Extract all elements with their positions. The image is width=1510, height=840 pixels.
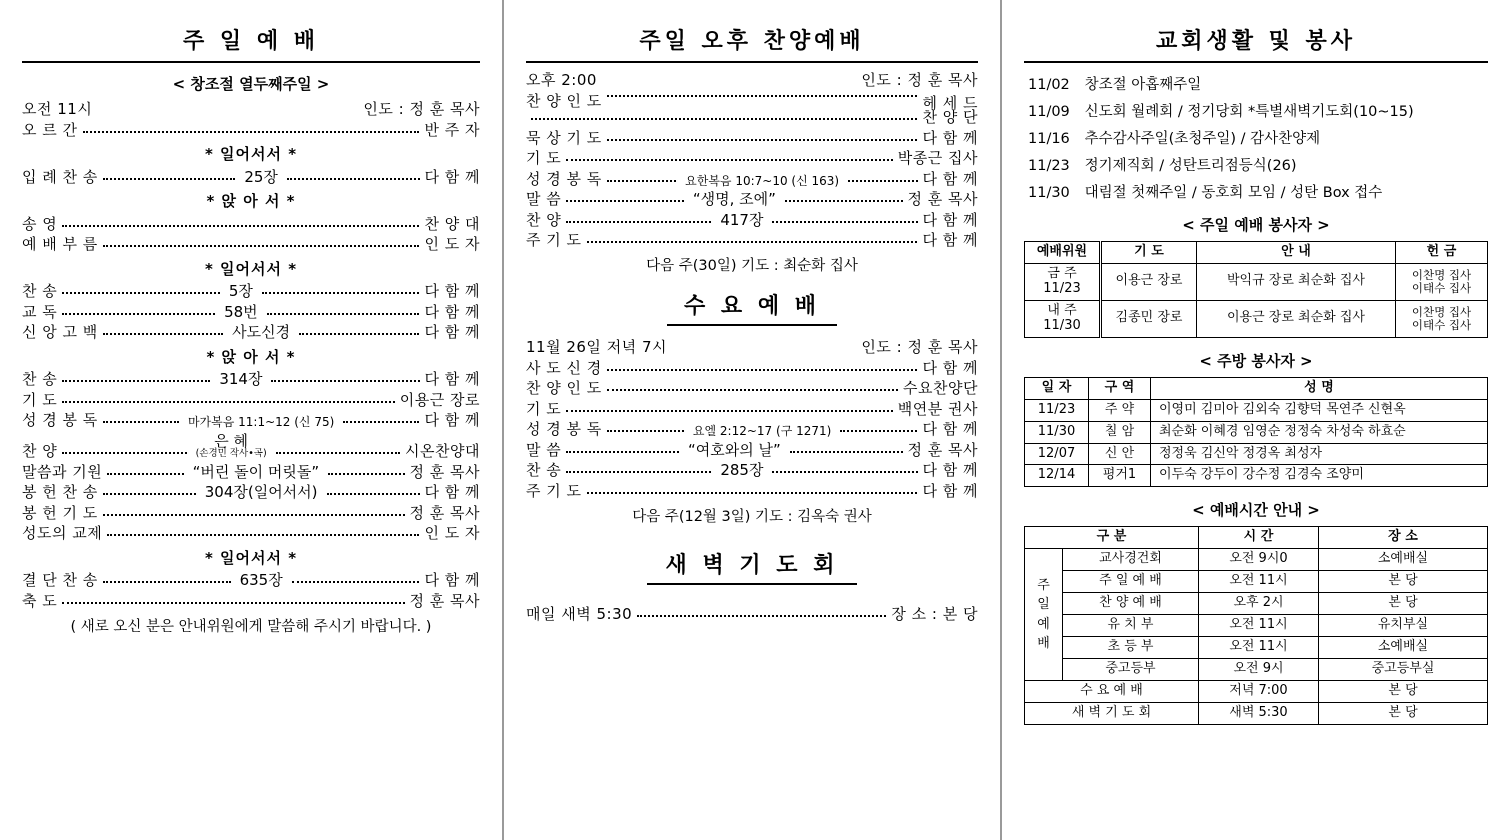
table-row	[1025, 263, 1488, 300]
cell-service-name: 새 벽 기 도 회	[1025, 702, 1199, 724]
order-value: 시온찬양대	[405, 442, 480, 461]
order-value: 다 함 께	[424, 483, 481, 502]
leader-dots	[343, 420, 419, 423]
cell-service-name: 주 일 예 배	[1063, 571, 1199, 593]
order-value: 수요찬양단	[903, 379, 978, 398]
table-header-row	[1025, 377, 1488, 399]
cell-prayer: 김종민 장로	[1101, 300, 1197, 337]
col-header-guide: 안 내	[1197, 242, 1396, 264]
cell-offering: 이찬명 집사 이태수 집사	[1396, 300, 1488, 337]
order-row	[22, 591, 480, 610]
leader-dots	[785, 199, 903, 202]
leader-dots	[107, 472, 183, 475]
dawn-row	[526, 604, 978, 623]
afternoon-next-week-note: 다음 주(30일) 기도 : 최순화 집사	[646, 258, 858, 275]
order-detail-stacked	[192, 431, 271, 460]
list-item	[1028, 154, 1488, 175]
cell-week: 내 주 11/30	[1025, 300, 1101, 337]
table-row	[1025, 443, 1488, 465]
order-row	[526, 481, 978, 500]
leader-dots	[772, 220, 917, 223]
section-title-wednesday: 수 요 예 배	[684, 294, 820, 320]
order-detail: 304장(일어서서)	[204, 483, 318, 502]
leader-dots	[607, 179, 676, 182]
order-row	[22, 390, 480, 409]
order-value: 다 함 께	[424, 411, 480, 429]
table-header-row	[1025, 527, 1488, 549]
cell-service-place: 소예배실	[1319, 549, 1488, 571]
cell-service-place: 유치부실	[1319, 615, 1488, 637]
order-row	[526, 169, 979, 188]
table-row	[1025, 615, 1488, 637]
order-value: 정 훈 목사	[409, 591, 480, 610]
order-detail: 417장	[720, 210, 764, 229]
order-row	[526, 358, 978, 377]
schedule-text: 신도회 월례회 / 정기당회 *특별새벽기도회(10~15)	[1084, 104, 1414, 120]
title-underline	[647, 583, 857, 585]
order-detail: 285장	[720, 461, 764, 480]
order-label: 찬 양 인 도	[526, 91, 602, 110]
schedule-date: 11/16	[1028, 131, 1070, 147]
cell-service-place: 본 당	[1319, 571, 1488, 593]
order-detail: 635장	[239, 571, 283, 590]
order-row	[526, 381, 978, 396]
order-label: 찬 양	[526, 210, 562, 229]
table-row	[1025, 680, 1488, 702]
order-label: 주 기 도	[526, 231, 582, 250]
table-header-row	[1025, 242, 1488, 264]
leader-dots	[107, 533, 419, 536]
order-detail: “생명, 조에”	[692, 190, 776, 209]
section-title-church-life: 교회생활 및 봉사	[1155, 29, 1357, 54]
order-row	[22, 302, 480, 321]
col-header-place: 장 소	[1319, 527, 1488, 549]
order-row	[22, 413, 480, 428]
col-header-zone: 구 역	[1089, 377, 1151, 399]
section-title-afternoon: 주일 오후 찬양예배	[639, 29, 865, 54]
welcome-footnote: ( 새로 오신 분은 안내위원에게 말씀해 주시기 바랍니다. )	[70, 618, 432, 635]
order-row	[22, 462, 481, 481]
leader-dots	[62, 291, 220, 294]
order-value: 정 훈 목사	[409, 503, 480, 522]
order-row	[526, 73, 978, 88]
schedule-text: 대림절 첫째주일 / 동호회 모임 / 성탄 Box 접수	[1084, 185, 1383, 201]
order-row	[526, 399, 978, 418]
order-label: 송 영	[22, 214, 58, 233]
cell-zone: 평거1	[1089, 465, 1151, 487]
cell-service-time: 오전 11시	[1199, 571, 1319, 593]
leader-dots	[672, 349, 856, 350]
leader-dots	[607, 94, 918, 97]
order-row	[22, 284, 480, 299]
order-label: 기 도	[22, 390, 58, 409]
leader-dots	[607, 368, 918, 371]
cell-service-place: 본 당	[1319, 593, 1488, 615]
order-detail: “버린 돌이 머릿돌”	[192, 462, 320, 481]
sit-marker: * 앉 아 서 *	[206, 347, 296, 366]
col-header-committee: 예배위원	[1025, 242, 1101, 264]
order-value: 인 도 자	[424, 235, 480, 253]
order-label: 11월 26일 저녁 7시	[526, 338, 667, 357]
leader-dots	[292, 580, 420, 583]
leader-dots	[607, 388, 898, 391]
order-row	[526, 463, 978, 478]
leader-dots	[566, 409, 893, 412]
order-row	[526, 233, 978, 248]
table-row	[1025, 637, 1488, 659]
order-row	[526, 422, 978, 437]
stand-marker: * 일어서서 *	[204, 259, 298, 278]
order-detail: 58번	[224, 302, 258, 321]
order-label: 봉 헌 찬 송	[22, 483, 98, 502]
order-detail: 사도신경	[232, 323, 291, 341]
order-value: 박종근 집사	[897, 149, 978, 168]
order-value: 인도 : 정 훈 목사	[363, 100, 480, 118]
order-label: 찬 송	[22, 282, 58, 300]
table-row	[1025, 659, 1488, 681]
order-label: 교 독	[22, 302, 58, 321]
list-item	[1028, 127, 1488, 148]
leader-dots	[566, 470, 711, 473]
order-value: 정 훈 목사	[907, 440, 979, 459]
order-value: 다 함 께	[424, 167, 481, 186]
leader-dots	[62, 451, 186, 454]
order-label: 입 례 찬 송	[22, 167, 98, 186]
order-detail: 25장	[244, 167, 278, 186]
order-label: 성 경 봉 독	[526, 169, 602, 188]
cell-zone: 주 약	[1089, 399, 1151, 421]
order-label: 주 기 도	[526, 481, 582, 500]
leader-dots	[103, 492, 196, 495]
cell-service-time: 오전 9시	[1199, 659, 1319, 681]
cell-names: 이두숙 강두이 강수정 김경숙 조양미	[1151, 465, 1488, 487]
order-detail: 요엘 2:12~17 (구 1271)	[692, 424, 832, 439]
cell-service-time: 오전 11시	[1199, 637, 1319, 659]
table-row	[1025, 421, 1488, 443]
order-row	[526, 192, 978, 207]
leader-dots	[327, 492, 420, 495]
cell-service-place: 본 당	[1319, 680, 1488, 702]
order-label: 신 앙 고 백	[22, 323, 98, 341]
leader-dots	[848, 179, 917, 182]
cell-group-sunday-service: 주 일 예 배	[1025, 549, 1063, 681]
order-label: 기 도	[526, 149, 562, 168]
cell-guide: 이용근 장로 최순화 집사	[1197, 300, 1396, 337]
cell-guide: 박익규 장로 최순화 집사	[1197, 263, 1396, 300]
table-row	[1025, 702, 1488, 724]
order-row-choir	[22, 431, 480, 461]
table3-caption: < 예배시간 안내 >	[1192, 501, 1320, 520]
order-value: 다 함 께	[424, 282, 480, 300]
leader-dots	[637, 614, 886, 617]
column-sunday-service	[0, 0, 504, 840]
order-detail: 5장	[228, 282, 253, 300]
order-row	[22, 102, 480, 117]
order-row	[526, 340, 978, 355]
order-label: 성 경 봉 독	[22, 411, 98, 429]
order-row	[22, 237, 480, 252]
order-value: 헤 세 드	[922, 93, 978, 112]
col-header-names: 성 명	[1151, 377, 1488, 399]
leader-dots	[587, 240, 918, 243]
table-row	[1025, 465, 1488, 487]
leader-dots	[276, 451, 400, 454]
order-value: 다 함 께	[424, 302, 480, 321]
schedule-text: 정기제직회 / 성탄트리점등식(26)	[1084, 158, 1297, 174]
order-value: 다 함 께	[922, 231, 978, 250]
list-item	[1028, 100, 1488, 121]
order-label: 말 씀	[526, 440, 562, 459]
leader-dots	[531, 117, 917, 120]
order-label: 성도의 교제	[22, 524, 103, 543]
schedule-date: 11/30	[1028, 185, 1070, 201]
order-value: 찬 양 대	[424, 214, 480, 233]
divider-rule	[526, 61, 978, 63]
leader-dots	[267, 312, 420, 315]
order-detail: 요한복음 10:7~10 (신 163)	[685, 173, 840, 188]
leader-dots	[103, 244, 420, 247]
col-header-division: 구 분	[1025, 527, 1199, 549]
leader-dots	[103, 420, 179, 423]
order-value: 다 함 께	[922, 420, 978, 439]
order-value: 다 함 께	[424, 370, 481, 388]
order-label: 묵 상 기 도	[526, 128, 602, 147]
leader-dots	[287, 177, 420, 180]
anthem-composer: (손경민 작사•곡)	[195, 448, 267, 460]
table-row	[1025, 300, 1488, 337]
order-row	[22, 167, 481, 186]
order-detail: “여호와의 날”	[688, 440, 781, 459]
section-title-dawn: 새 벽 기 도 회	[665, 552, 839, 578]
leader-dots	[566, 158, 893, 161]
order-label: 찬 양	[22, 442, 58, 461]
order-label: 봉 헌 기 도	[22, 503, 98, 522]
cell-service-time: 오전 9시0	[1199, 549, 1319, 571]
service-times-table	[1024, 526, 1488, 724]
order-value: 정 훈 목사	[907, 190, 979, 209]
col-header-offering: 헌 금	[1396, 242, 1488, 264]
order-label: 찬 양 인 도	[526, 379, 602, 398]
kitchen-volunteers-table	[1024, 377, 1488, 488]
order-label: 성 경 봉 독	[526, 420, 602, 439]
cell-date: 11/23	[1025, 399, 1089, 421]
order-row	[22, 503, 480, 522]
cell-names: 정정욱 김신악 정경옥 최성자	[1151, 443, 1488, 465]
leader-dots	[103, 332, 223, 335]
order-row	[526, 210, 979, 229]
leader-dots	[103, 513, 405, 516]
order-label: 오 르 간	[22, 120, 78, 139]
schedule-date: 11/23	[1028, 158, 1070, 174]
order-value: 장 소 : 본 당	[891, 604, 978, 623]
order-label: 오후 2:00	[526, 71, 597, 89]
order-value: 다 함 께	[922, 461, 979, 480]
divider-rule	[22, 61, 480, 63]
leader-dots	[607, 429, 684, 432]
leader-dots	[299, 332, 419, 335]
cell-service-name: 중고등부	[1063, 659, 1199, 681]
cell-zone: 신 안	[1089, 443, 1151, 465]
leader-dots	[607, 138, 918, 141]
order-label: 예 배 부 름	[22, 235, 98, 253]
table2-caption: < 주방 봉사자 >	[1199, 351, 1313, 370]
cell-prayer: 이용근 장로	[1101, 263, 1197, 300]
cell-date: 11/30	[1025, 421, 1089, 443]
order-row	[22, 372, 480, 387]
leader-dots	[566, 450, 679, 453]
order-value: 이용근 장로	[399, 390, 480, 409]
list-item	[1028, 181, 1488, 202]
sunday-volunteers-table	[1024, 241, 1488, 338]
schedule-date: 11/02	[1028, 77, 1070, 93]
cell-zone: 칠 암	[1089, 421, 1151, 443]
leader-dots	[97, 111, 358, 112]
schedule-list	[1028, 73, 1488, 202]
leader-dots	[62, 224, 419, 227]
cell-service-place: 본 당	[1319, 702, 1488, 724]
leader-dots	[790, 450, 903, 453]
order-row	[22, 485, 480, 500]
leader-dots	[103, 580, 231, 583]
cell-service-time: 새벽 5:30	[1199, 702, 1319, 724]
cell-offering: 이찬명 집사 이태수 집사	[1396, 263, 1488, 300]
table-row	[1025, 593, 1488, 615]
order-label: 기 도	[526, 399, 562, 418]
order-row	[526, 128, 978, 147]
order-label: 말씀과 기원	[22, 462, 103, 481]
order-label: 축 도	[22, 591, 58, 610]
cell-service-name: 초 등 부	[1063, 637, 1199, 659]
order-label: 사 도 신 경	[526, 358, 602, 377]
order-value: 다 함 께	[424, 323, 480, 341]
order-value: 다 함 께	[424, 571, 480, 590]
order-value: 인 도 자	[424, 524, 480, 543]
cell-service-time: 오후 2시	[1199, 593, 1319, 615]
order-label: 말 씀	[526, 190, 562, 209]
divider-rule	[1024, 61, 1488, 63]
leader-dots	[328, 472, 404, 475]
leader-dots	[83, 130, 420, 133]
order-value: 다 함 께	[922, 210, 979, 229]
column-church-life	[1002, 0, 1510, 840]
order-label: 찬 송	[22, 370, 58, 388]
order-row	[22, 573, 480, 588]
order-detail: 마가복음 11:1~12 (신 75)	[187, 415, 335, 429]
order-value: 다 함 께	[922, 358, 978, 377]
cell-service-name: 수 요 예 배	[1025, 680, 1199, 702]
column-afternoon-wednesday	[504, 0, 1002, 840]
leader-dots	[271, 379, 419, 382]
stand-marker: * 일어서서 *	[204, 145, 298, 163]
cell-names: 이영미 김미아 김외숙 김향덕 목연주 신현옥	[1151, 399, 1488, 421]
leader-dots	[566, 220, 711, 223]
leader-dots	[62, 312, 215, 315]
leader-dots	[262, 291, 420, 294]
cell-service-name: 유 치 부	[1063, 615, 1199, 637]
leader-dots	[587, 491, 918, 494]
cell-service-name: 교사경건회	[1063, 549, 1199, 571]
order-row	[526, 440, 979, 459]
stand-marker: * 일어서서 *	[204, 548, 298, 567]
order-value-2: 찬 양 단	[922, 108, 978, 127]
table-row	[1025, 571, 1488, 593]
sunday-subtitle: < 창조절 열두째주일 >	[172, 75, 330, 93]
leader-dots	[566, 199, 684, 202]
leader-dots	[103, 177, 236, 180]
leader-dots	[62, 601, 404, 604]
order-value: 반 주 자	[424, 120, 480, 139]
leader-dots	[62, 400, 395, 403]
order-row-praise-lead2	[526, 110, 978, 125]
schedule-text: 창조절 아홉째주일	[1084, 77, 1202, 93]
order-row	[22, 325, 480, 340]
cell-service-name: 찬 양 예 배	[1063, 593, 1199, 615]
order-value: 다 함 께	[922, 481, 978, 500]
order-label: 결 단 찬 송	[22, 571, 98, 590]
order-row	[22, 214, 480, 233]
list-item	[1028, 73, 1488, 94]
order-value: 다 함 께	[922, 128, 978, 147]
cell-service-time: 오전 11시	[1199, 615, 1319, 637]
table-row	[1025, 399, 1488, 421]
col-header-date: 일 자	[1025, 377, 1089, 399]
order-row	[526, 151, 978, 166]
cell-service-place: 중고등부실	[1319, 659, 1488, 681]
table-row	[1025, 549, 1488, 571]
col-header-time: 시 간	[1199, 527, 1319, 549]
title-underline	[667, 324, 837, 326]
order-label: 매일 새벽 5:30	[526, 604, 633, 623]
order-value: 정 훈 목사	[409, 462, 481, 481]
leader-dots	[602, 82, 856, 83]
order-row	[22, 120, 480, 139]
schedule-date: 11/09	[1028, 104, 1070, 120]
table1-caption: < 주일 예배 봉사자 >	[1182, 216, 1330, 234]
leader-dots	[840, 429, 917, 432]
sit-marker: * 앉 아 서 *	[206, 192, 296, 210]
leader-dots	[772, 470, 917, 473]
cell-date: 12/14	[1025, 465, 1089, 487]
order-value: 백연분 권사	[897, 399, 978, 418]
order-value: 인도 : 정 훈 목사	[861, 71, 978, 89]
anthem-title: 은 혜	[214, 431, 249, 450]
cell-week: 금 주 11/23	[1025, 263, 1101, 300]
order-detail: 314장	[219, 370, 263, 388]
cell-date: 12/07	[1025, 443, 1089, 465]
leader-dots	[62, 379, 210, 382]
col-header-prayer: 기 도	[1101, 242, 1197, 264]
cell-service-place: 소예배실	[1319, 637, 1488, 659]
schedule-text: 추수감사주일(초청주일) / 감사찬양제	[1084, 131, 1321, 147]
wednesday-next-week-note: 다음 주(12월 3일) 기도 : 김옥숙 권사	[632, 508, 872, 525]
order-value: 다 함 께	[922, 169, 979, 188]
cell-names: 최순화 이혜경 임영순 정정숙 차성숙 하효순	[1151, 421, 1488, 443]
order-label: 찬 송	[526, 461, 562, 480]
order-row	[22, 526, 480, 541]
order-value: 인도 : 정 훈 목사	[861, 338, 978, 357]
cell-service-time: 저녁 7:00	[1199, 680, 1319, 702]
section-title-sunday: 주 일 예 배	[183, 29, 319, 54]
order-label: 오전 11시	[22, 100, 93, 118]
